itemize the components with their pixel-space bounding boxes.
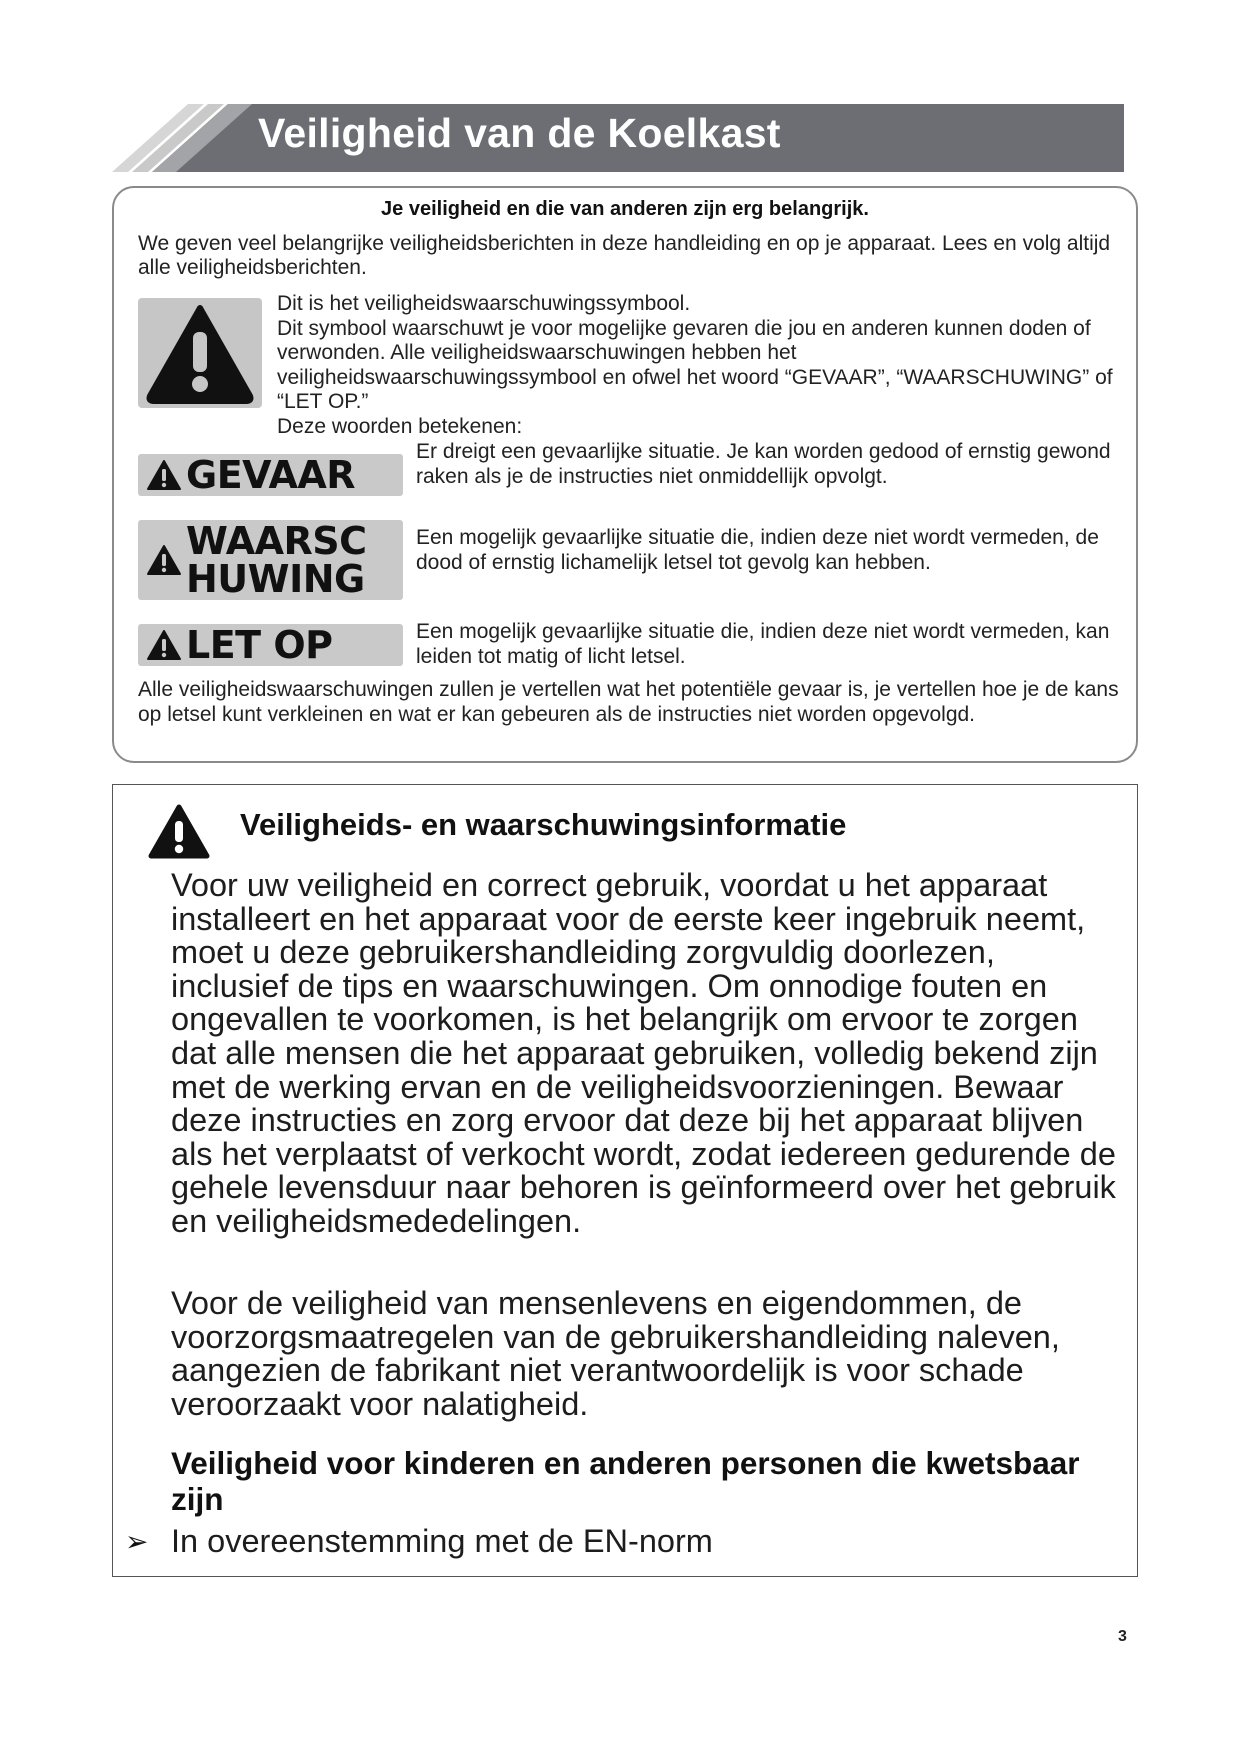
signal-label-waarschuwing: [138, 520, 403, 600]
info-intro: We geven veel belangrijke veiligheidsberichten in deze handleiding en op je apparaat. Lees en volg altijd alle veiligheidsberichten.: [138, 232, 1111, 279]
arrow-bullet-icon: ➢: [125, 1526, 149, 1557]
warning-triangle-icon: [146, 544, 182, 576]
bullet-text: In overeenstemming met de EN-norm: [171, 1523, 713, 1559]
symbol-line-3: Deze woorden betekenen:: [277, 414, 523, 438]
signal-desc-gevaar: Er dreigt een gevaarlijke situatie. Je kan worden gedood of ernstig gewond raken als je de instructies niet onmiddellijk opvolgt.: [416, 440, 1111, 488]
warning-triangle-icon: [146, 459, 182, 491]
safety-information-box: [112, 784, 1138, 1577]
symbol-explanation: [277, 292, 1117, 439]
safety-message-box: [112, 186, 1138, 763]
symbol-line-2: Dit symbool waarschuwt je voor mogelijke gevaren die jou en anderen kunnen doden of verwonden. Alle veiligheidswaarschuwingen hebben het veiligheidswaarschuwingssymbool en ofwel het woord “GEVAAR”, “WAARSCHUWING” of “LET OP.”: [277, 316, 1113, 413]
page-title: Veiligheid van de Koelkast: [258, 110, 781, 156]
children-safety-heading: Veiligheid voor kinderen en anderen personen die kwetsbaar zijn: [171, 1445, 1080, 1517]
safety-paragraph-1: Voor uw veiligheid en correct gebruik, voordat u het apparaat installeert en het apparaat voor de eerste keer ingebruik neemt, moet u deze gebruikershandleiding zorgvuldig doorlezen, inclusief de tips en waarschuwingen. Om onnodige fouten en ongevallen te voorkomen, is het belangrijk om ervoor te zorgen dat alle mensen die het apparaat gebruiken, volledig bekend zijn met de werking ervan en de veiligheidsvoorzieningen. Bewaar deze instructies en zorg ervoor dat deze bij het apparaat blijven als het verplaatst of verkocht wordt, zodat iedereen gedurende de gehele levensduur naar behoren is geïnformeerd over het gebruik en veiligheidsmededelingen.: [171, 867, 1116, 1239]
safety-section-title: Veiligheids- en waarschuwingsinformatie: [240, 807, 847, 842]
signal-word-letop: LET OP: [186, 623, 333, 667]
safety-paragraph-2: Voor de veiligheid van mensenlevens en eigendommen, de voorzorgsmaatregelen van de gebruikershandleiding naleven, aangezien de fabrikant niet verantwoordelijk is voor schade veroorzaakt voor nalatigheid.: [171, 1285, 1060, 1422]
page-number: 3: [1118, 1628, 1127, 1645]
warning-triangle-icon: [147, 803, 211, 861]
signal-desc-waarschuwing: Een mogelijk gevaarlijke situatie die, indien deze niet wordt vermeden, de dood of ernstig lichamelijk letsel tot gevolg kan hebben.: [416, 526, 1099, 574]
signal-label-letop: [138, 624, 403, 666]
symbol-line-1: Dit is het veiligheidswaarschuwingssymbool.: [277, 292, 691, 315]
signal-word-gevaar: GEVAAR: [186, 453, 356, 497]
signal-word-waarschuwing-line2: HUWING: [186, 557, 365, 601]
info-heading: Je veiligheid en die van anderen zijn erg belangrijk.: [381, 198, 869, 220]
signal-desc-letop: Een mogelijk gevaarlijke situatie die, indien deze niet wordt vermeden, kan leiden tot matig of licht letsel.: [416, 620, 1110, 668]
signal-word-waarschuwing-line1: WAARSC: [186, 519, 367, 563]
warning-triangle-icon: [146, 629, 182, 661]
warning-triangle-icon: [138, 298, 262, 408]
info-outro: Alle veiligheidswaarschuwingen zullen je vertellen wat het potentiële gevaar is, je vertellen hoe je de kans op letsel kunt verkleinen en wat er kan gebeuren als de instructies niet worden opgevolgd.: [138, 678, 1119, 726]
section-banner: [112, 100, 1124, 176]
signal-label-gevaar: [138, 454, 403, 496]
list-item: [125, 1523, 1105, 1560]
